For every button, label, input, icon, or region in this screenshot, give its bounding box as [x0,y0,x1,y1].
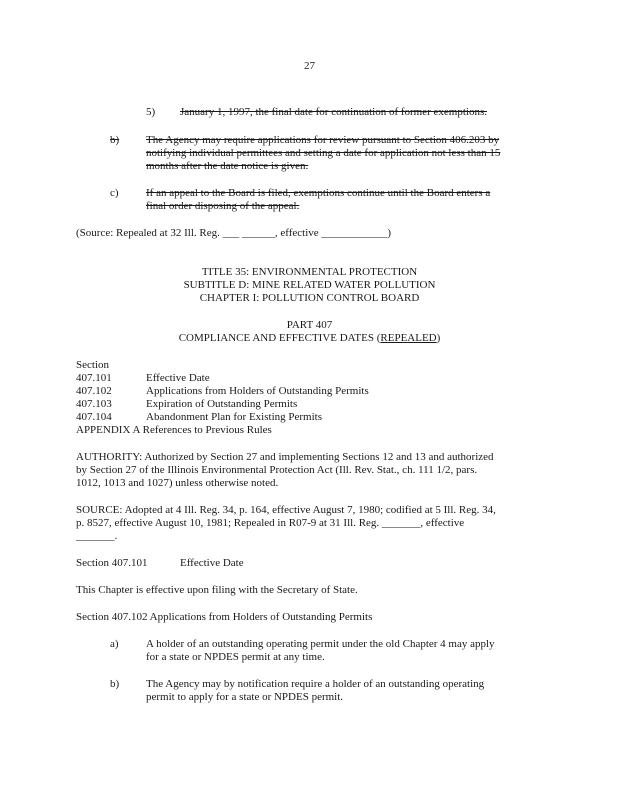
section-body: This Chapter is effective upon filing with the Secretary of State. [76,584,358,596]
list-item-text: January 1, 1997, the final date for continuation of former exemptions. [180,106,487,118]
source-note: (Source: Repealed at 32 Ill. Reg. ___ ______, effective ____________) [76,227,392,239]
toc-title: Expiration of Outstanding Permits [146,398,298,410]
toc-num: 407.101 [76,372,112,384]
section-heading-title: Effective Date [180,557,244,569]
toc-header: Section [76,359,109,371]
toc-num: 407.103 [76,398,112,410]
toc-title: Effective Date [146,372,210,384]
page-number: 27 [304,60,315,72]
list-item-text: notifying individual permittees and setting a date for application not less than 15 [146,147,501,159]
list-item-text: The Agency may require applications for review pursuant to Section 406.203 by [146,134,500,146]
title-heading: TITLE 35: ENVIRONMENTAL PROTECTION [201,266,418,278]
toc-appendix: APPENDIX A References to Previous Rules [76,424,272,436]
part-name: COMPLIANCE AND EFFECTIVE DATES (REPEALED) [178,332,441,344]
authority-text: by Section 27 of the Illinois Environmental Protection Act (Ill. Rev. Stat., ch. 111 1/2, pars. [76,464,478,476]
section-heading: Section 407.102 Applications from Holders of Outstanding Permits [76,611,373,623]
part-number: PART 407 [286,319,333,331]
section-heading-num: Section 407.101 [76,557,148,569]
list-item-text: months after the date notice is given. [146,160,309,172]
list-item-text: A holder of an outstanding operating permit under the old Chapter 4 may apply [146,638,495,650]
source-text: p. 8527, effective August 10, 1981; Repealed in R07-9 at 31 Ill. Reg. _______, effective [76,517,465,529]
list-item-text: final order disposing of the appeal. [146,200,300,212]
list-item-label: a) [110,638,119,650]
list-item-label: b) [110,678,120,690]
list-item-text: for a state or NPDES permit at any time. [146,651,325,663]
subtitle-heading: SUBTITLE D: MINE RELATED WATER POLLUTION [183,279,436,291]
toc-num: 407.102 [76,385,112,397]
toc-title: Abandonment Plan for Existing Permits [146,411,322,423]
authority-text: AUTHORITY: Authorized by Section 27 and implementing Sections 12 and 13 and authorized [76,451,494,463]
list-item-label: c) [110,187,119,199]
list-item-text: The Agency may by notification require a holder of an outstanding operating [146,678,485,690]
toc-title: Applications from Holders of Outstanding Permits [146,385,369,397]
list-item-text: If an appeal to the Board is filed, exemptions continue until the Board enters a [146,187,491,199]
source-text: SOURCE: Adopted at 4 Ill. Reg. 34, p. 164, effective August 7, 1980; codified at 5 Ill. Reg. 34, [76,504,496,516]
source-text: _______. [76,530,118,542]
list-item-text: permit to apply for a state or NPDES permit. [146,691,344,703]
repealed-insertion: REPEALED [380,332,437,344]
toc-num: 407.104 [76,411,112,423]
authority-text: 1012, 1013 and 1027) unless otherwise noted. [76,477,279,489]
list-item-label: 5) [146,106,156,118]
chapter-heading: CHAPTER I: POLLUTION CONTROL BOARD [199,292,420,304]
list-item-label: b) [110,134,120,146]
